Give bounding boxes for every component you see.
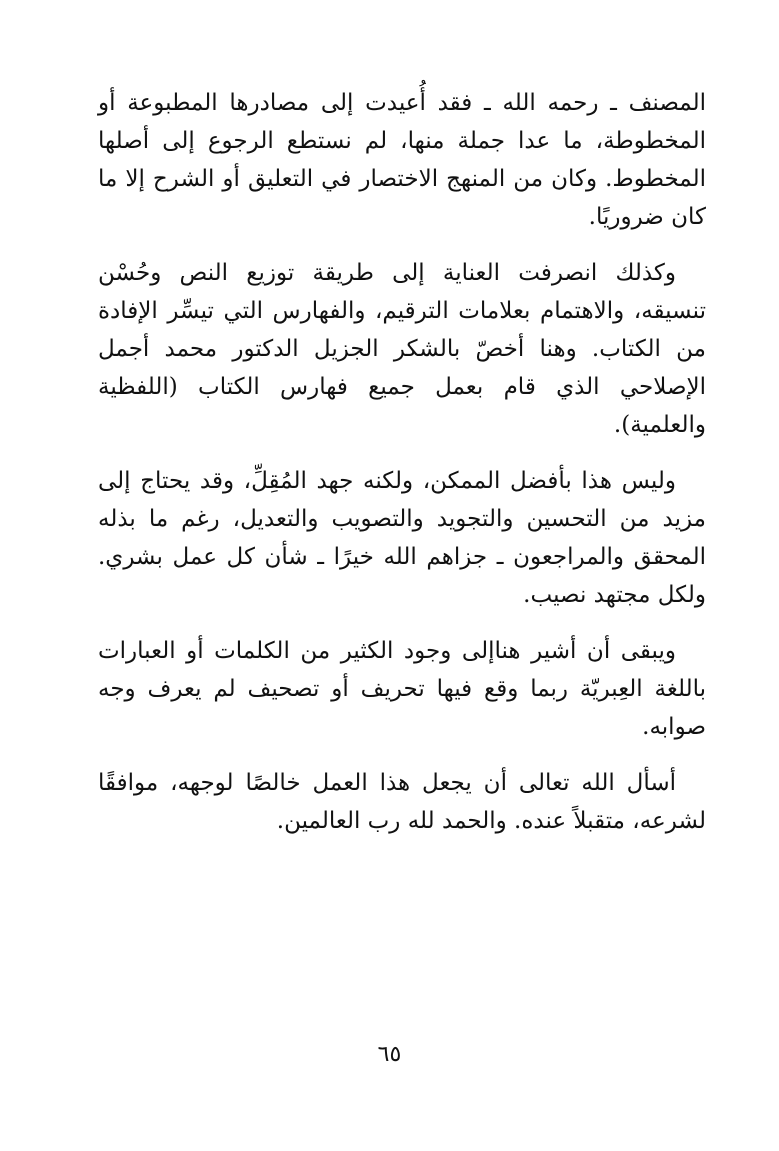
paragraph-3: وليس هذا بأفضل الممكن، ولكنه جهد المُقِلِّ، وقد يحتاج إلى مزيد من التحسين والتجويد والتصويب والتعديل، رغم ما بذله المحقق والمراجعون ـ جزاهم الله خيرًا ـ شأن كل عمل بشري. ولكل مجتهد نصيب. bbox=[98, 468, 706, 608]
paragraph-4: ويبقى أن أشير هناإلى وجود الكثير من الكلمات أو العبارات باللغة العِبريّة ربما وقع فيها تحريف أو تصحيف لم يعرف وجه صوابه. bbox=[98, 638, 706, 740]
paragraph-5: أسأل الله تعالى أن يجعل هذا العمل خالصًا لوجهه، موافقًا لشرعه، متقبلاً عنده. والحمد لله رب العالمين. bbox=[98, 770, 706, 834]
body-text bbox=[98, 84, 706, 858]
paragraph-2: وكذلك انصرفت العناية إلى طريقة توزيع النص وحُسْن تنسيقه، والاهتمام بعلامات الترقيم، والفهارس التي تيسِّر الإفادة من الكتاب. وهنا أخصّ بالشكر الجزيل الدكتور محمد أجمل الإصلاحي الذي قام بعمل جميع فهارس الكتاب (اللفظية والعلمية). bbox=[98, 260, 706, 438]
page-number: ٦٥ bbox=[377, 1042, 402, 1067]
paragraph-1: المصنف ـ رحمه الله ـ فقد أُعيدت إلى مصادرها المطبوعة أو المخطوطة، ما عدا جملة منها، لم نستطع الرجوع إلى أصلها المخطوط. وكان من المنهج الاختصار في التعليق أو الشرح إلا ما كان ضروريًا. bbox=[98, 90, 706, 230]
